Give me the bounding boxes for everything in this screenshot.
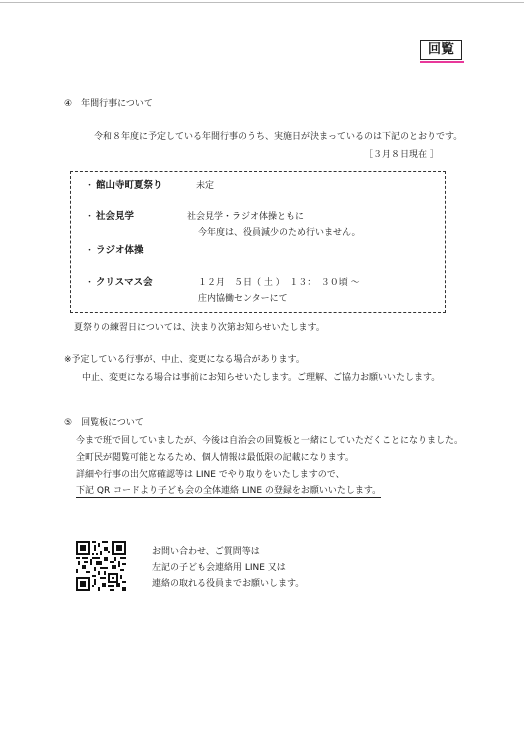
event-bullet: ・ — [85, 212, 95, 222]
contact-line-2: 左記の子ども会連絡用 LINE 又は — [152, 563, 286, 573]
event-bullet: ・ — [85, 246, 95, 256]
event-bullet: ・ — [85, 278, 95, 288]
circulation-text-1: 今まで班で回していましたが、今後は自治会の回覧板と一緒にしていただくことになりました。 — [76, 436, 464, 446]
section4-intro: 令和８年度に予定している年間行事のうち、実施日が決まっているのは下記のとおりです。 — [94, 132, 463, 142]
event-name: 館山寺町夏祭り — [96, 180, 163, 191]
event-detail: 未定 — [196, 181, 215, 191]
stamp-underline — [420, 61, 464, 63]
change-notice-detail: 中止、変更になる場合は事前にお知らせいたします。ご理解、ご協力お願いいたします。 — [82, 373, 441, 383]
line-qr-code — [76, 541, 126, 591]
event-name: 社会見学 — [96, 211, 135, 222]
line-register-request: 下記 QR コードより子ども会の全体連絡 LINE の登録をお願いいたします。 — [76, 486, 381, 498]
events-box — [70, 171, 446, 313]
page-top-rule — [0, 2, 524, 3]
circulation-stamp: 回覧 — [420, 40, 462, 60]
circulation-text-3: 詳細や行事の出欠席確認等は LINE でやり取りをいたしますので、 — [76, 470, 345, 480]
change-notice: ※予定している行事が、中止、変更になる場合があります。 — [64, 355, 305, 365]
event-detail: 社会見学・ラジオ体操ともに — [187, 212, 305, 222]
section5-heading: ⑤ 回覧板について — [64, 418, 144, 428]
event-name: ラジオ体操 — [96, 245, 144, 256]
circulation-text-2: 全町民が閲覧可能となるため、個人情報は最低限の記載になります。 — [76, 453, 354, 463]
event-detail: １２月 ５日（ 土 ） １３： ３０頃 〜 — [198, 278, 360, 288]
event-bullet: ・ — [85, 181, 95, 191]
date-note: ［３月８日現在 ］ — [364, 150, 439, 160]
event-name: クリスマス会 — [96, 277, 153, 288]
event-detail-2: 庄内協働センターにて — [198, 294, 288, 304]
contact-line-1: お問い合わせ、ご質問等は — [152, 547, 260, 557]
contact-line-3: 連絡の取れる役員までお願いします。 — [152, 579, 305, 589]
event-detail-2: 今年度は、役員減少のため行いません。 — [198, 228, 361, 238]
practice-note: 夏祭りの練習日については、決まり次第お知らせいたします。 — [74, 323, 325, 333]
section4-heading: ④ 年間行事について — [64, 99, 153, 109]
